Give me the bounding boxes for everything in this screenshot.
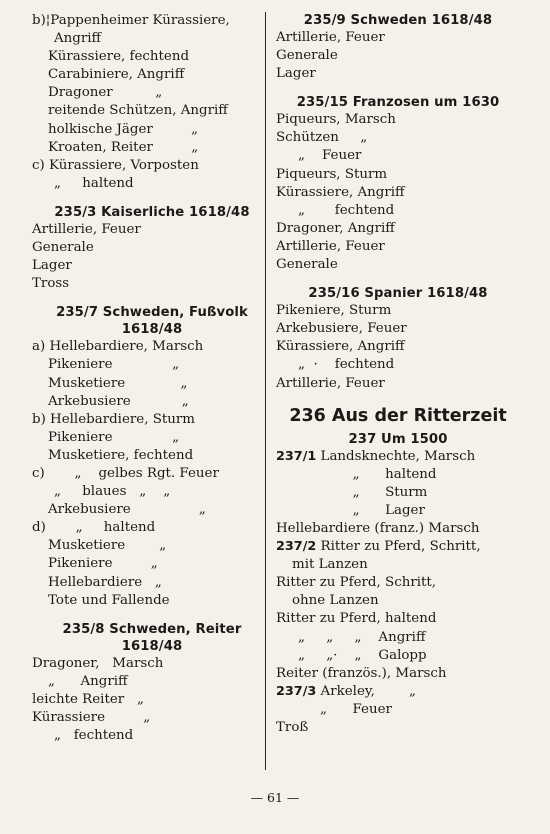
entry-line: „ fechtend [54,728,134,744]
entry-line: Musketiere „ [48,538,167,554]
entry-line: Pikeniere, Sturm [276,303,392,319]
entry-line: „ Angriff [48,673,128,689]
entry-line: Dragoner, Marsch [32,655,164,671]
page-number: — 61 — [250,790,300,805]
entry-line: Arkebusiere „ [48,393,189,409]
entry-line: Pikeniere „ [48,556,158,572]
entry-line: Arkebusiere, Feuer [276,321,407,337]
numbered-entry [276,683,520,701]
entry-line: Musketiere „ [48,375,188,391]
entry-text: Ritter zu Pferd, Schritt, [316,539,481,555]
entry-number: 237/2 [276,539,317,555]
numbered-entry [276,448,520,466]
entry-line: Kürassiere, Angriff [276,339,405,355]
entry-line: Kürassiere „ [32,710,151,725]
entry-number: 237/1 [276,448,317,464]
entry-line: „ „ „ Angriff [298,629,426,645]
entry-line: „ · fechtend [298,357,395,373]
entry-line: leichte Reiter „ [32,691,144,707]
section-heading: 235/16 Spanier 1618/48 [308,286,488,302]
entry-line: c) Kürassiere, Vorposten [32,157,199,173]
entry-line: „ haltend [54,175,134,191]
entry-number: 237/3 [276,683,317,699]
entry-line: Musketiere, fechtend [48,447,194,463]
entry-line: Generale [276,48,338,64]
entry-line: Piqueurs, Sturm [276,166,388,182]
entry-line: „ „· „ Galopp [298,647,427,663]
entry-line: reitende Schützen, Angriff [48,103,228,119]
entry-line: Generale [276,257,338,273]
entry-line: Lager [32,258,72,274]
entry-line: Artillerie, Feuer [276,30,385,45]
entry-line: Hellebardiere „ [48,574,162,590]
numbered-entry [276,538,520,556]
section-heading: 235/8 Schweden, Reiter [62,621,242,637]
entry-line: Pikeniere „ [48,429,180,445]
entry-line: Artillerie, Feuer [276,375,385,391]
section-heading: 235/3 Kaiserliche 1618/48 [54,204,250,220]
entry-line: Dragoner „ [48,85,163,101]
entry-line: Reiter (französ.), Marsch [276,665,447,681]
entry-line: Hellebardiere (franz.) Marsch [276,520,480,536]
entry-line: Artillerie, Feuer [32,221,141,237]
entry-line: Kürassiere, Angriff [276,184,405,200]
entry-line: c) „ gelbes Rgt. Feuer [32,465,219,481]
entry-line: Tross [32,276,70,292]
entry-line: b) Hellebardiere, Sturm [32,411,195,427]
entry-line: mit Lanzen [292,557,368,573]
entry-line: Piqueurs, Marsch [276,112,396,128]
section-heading-continued: 1618/48 [121,638,183,654]
entry-line: Angriff [54,31,102,47]
chapter-heading: 236 Aus der Ritterzeit [289,405,507,426]
entry-line: Pikeniere „ [48,357,180,373]
entry-line: „ haltend [276,466,437,482]
entry-text: Arkeley, „ [316,683,416,699]
entry-line: „ Sturm [276,484,428,500]
entry-line: Kürassiere, fechtend [48,49,190,65]
entry-line: b)¦Pappenheimer Kürassiere, [32,13,230,28]
right-column [276,12,520,737]
entry-line: Schützen „ [276,130,368,146]
entry-line: „ Lager [276,502,425,518]
entry-line: Arkebusiere „ [48,502,206,518]
section-heading: 235/15 Franzosen um 1630 [296,95,500,111]
entry-line: Lager [276,66,316,82]
entry-line: „ fechtend [298,202,395,218]
entry-line: d) „ haltend [32,520,156,536]
entry-line: „ Feuer [320,701,392,717]
section-heading: 235/9 Schweden 1618/48 [303,13,493,28]
entry-line: holkische Jäger „ [48,121,199,137]
section-heading: 237 Um 1500 [348,431,448,447]
entry-line: Kroaten, Reiter „ [48,139,199,155]
entry-line: Ritter zu Pferd, Schritt, [276,575,437,591]
entry-line: Carabiniere, Angriff [48,67,185,83]
entry-line: Artillerie, Feuer [276,238,385,254]
section-heading-continued: 1618/48 [121,322,183,338]
column-divider [265,12,266,770]
entry-line: Dragoner, Angriff [276,220,395,236]
entry-line: Troß [276,720,309,735]
entry-line: „ Feuer [298,148,362,164]
entry-text: Landsknechte, Marsch [316,448,476,464]
left-column [32,12,272,745]
entry-line: Generale [32,240,94,256]
entry-line: a) Hellebardiere, Marsch [32,339,204,355]
entry-line: Ritter zu Pferd, haltend [276,611,437,627]
entry-line: ohne Lanzen [292,593,379,609]
entry-line: Tote und Fallende [48,592,170,608]
entry-line: „ blaues „ „ [54,484,171,500]
section-heading: 235/7 Schweden, Fußvolk [56,305,248,321]
